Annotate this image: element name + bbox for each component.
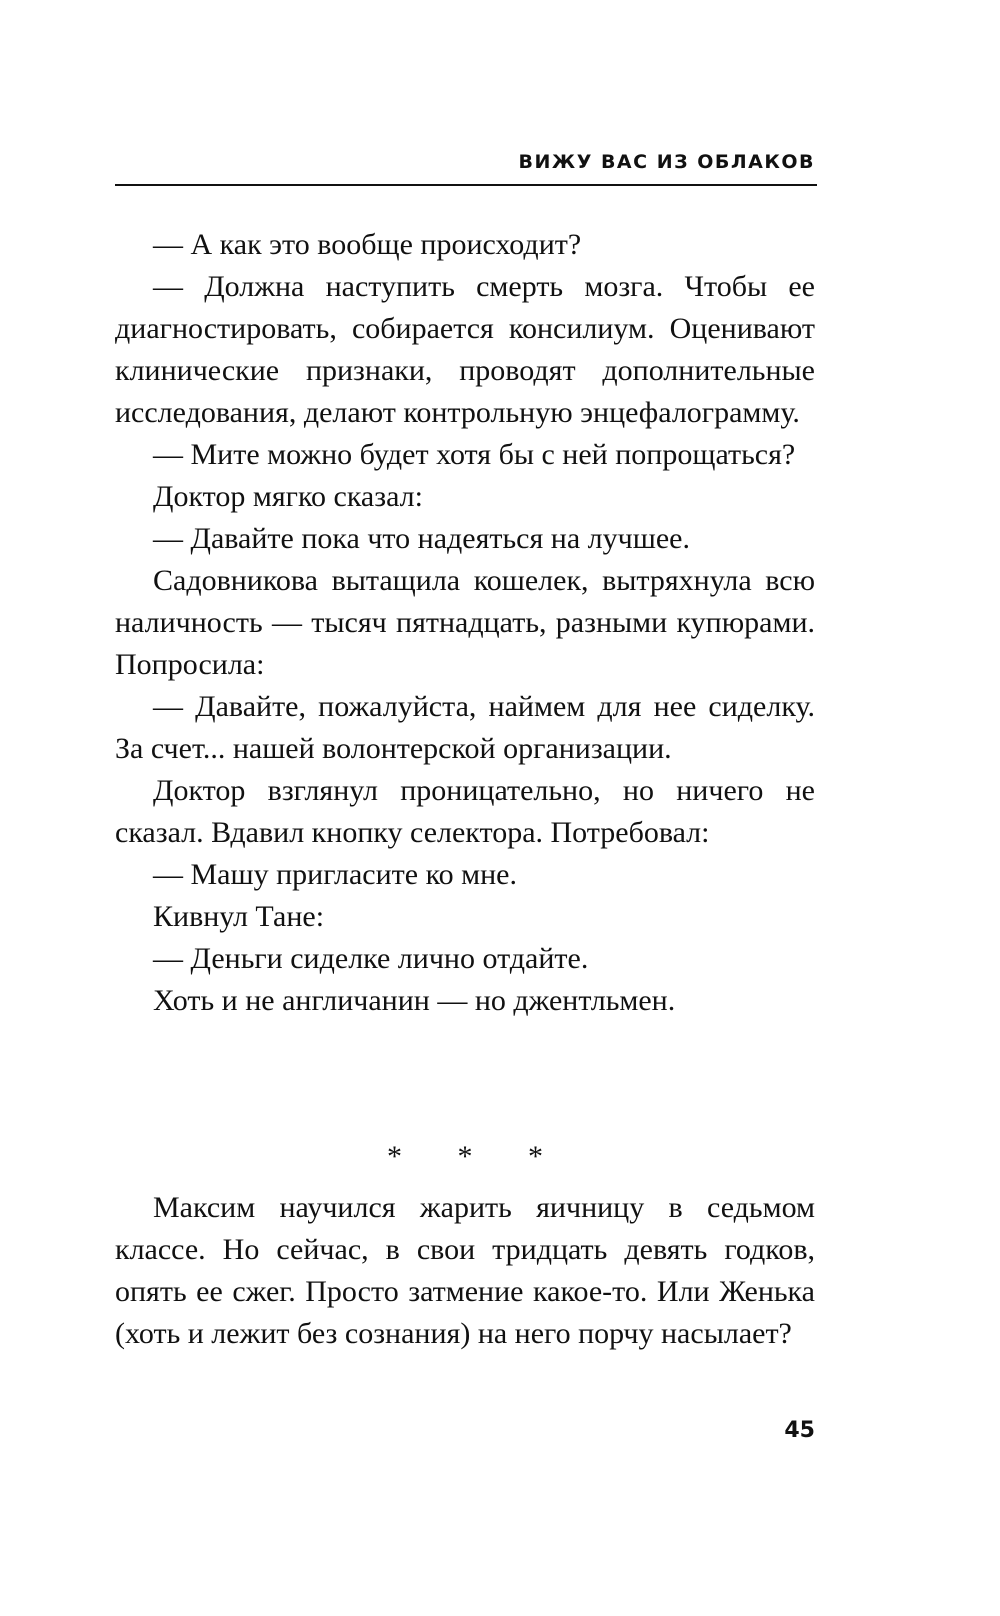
running-title: ВИЖУ ВАС ИЗ ОБЛАКОВ [518, 151, 815, 173]
paragraph: Максим научился жарить яичницу в седьмом классе. Но сейчас, в свои тридцать девять годков, опять ее сжег. Просто затмение какое-то. Или Женька (хоть и лежит без сознания) на него порчу насылает? [115, 1191, 815, 1350]
paragraph: — Давайте, пожалуйста, наймем для нее сиделку. За счет... нашей волонтерской организации. [115, 690, 815, 765]
paragraph: — Давайте пока что надеяться на лучшее. [153, 522, 690, 555]
paragraph: Кивнул Тане: [153, 900, 325, 933]
paragraph: — Деньги сиделке лично отдайте. [153, 942, 589, 975]
section-separator: * * * [387, 1140, 567, 1173]
paragraph: Хоть и не англичанин — но джентльмен. [153, 984, 676, 1017]
paragraph: Садовникова вытащила кошелек, вытряхнула всю наличность — тысяч пятнадцать, разными купюрами. Попросила: [115, 564, 815, 681]
paragraph: — Машу пригласите ко мне. [153, 858, 517, 891]
paragraph: — А как это вообще происходит? [153, 228, 582, 261]
page-number: 45 [784, 1418, 815, 1443]
paragraph: — Должна наступить смерть мозга. Чтобы ее диагностировать, собирается консилиум. Оценивают клинические признаки, проводят дополнительные исследования, делают контрольную энцефалограмму. [115, 270, 815, 429]
section-text [115, 1187, 815, 1355]
paragraph: — Мите можно будет хотя бы с ней попрощаться? [153, 438, 796, 471]
paragraph: Доктор мягко сказал: [153, 480, 423, 513]
main-text [115, 224, 815, 1022]
paragraph: Доктор взглянул проницательно, но ничего не сказал. Вдавил кнопку селектора. Потребовал: [115, 774, 815, 849]
header-divider [115, 184, 817, 186]
